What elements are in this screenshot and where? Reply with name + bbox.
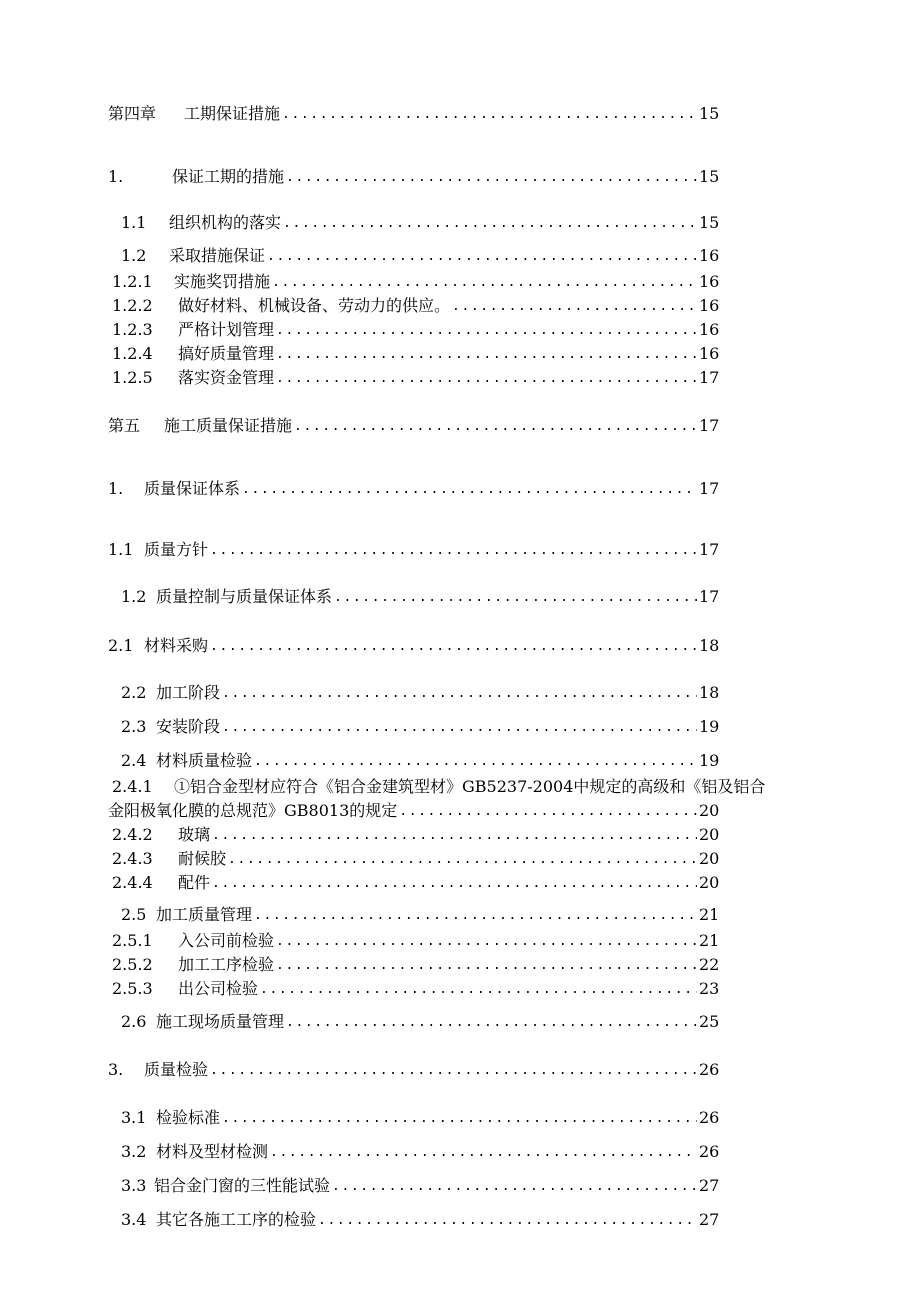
toc-page-number: 23	[699, 979, 720, 998]
toc-number: 2.4	[121, 751, 147, 770]
toc-leader-dots	[254, 752, 697, 772]
toc-number: 2.5	[121, 905, 147, 924]
toc-leader-dots	[222, 718, 697, 738]
toc-number: 3.2	[121, 1142, 147, 1161]
toc-leader-dots	[222, 1109, 697, 1129]
toc-number: 1.1	[108, 540, 134, 559]
toc-entry	[108, 319, 719, 341]
toc-title: 采取措施保证	[169, 246, 266, 265]
toc-entry	[108, 295, 719, 317]
toc-leader-dots	[210, 1061, 697, 1081]
toc-page-number: 16	[699, 344, 720, 363]
toc-title: 材料质量检验	[156, 751, 253, 770]
toc-entry	[108, 343, 719, 365]
toc-number: 1.	[108, 479, 124, 498]
toc-leader-dots	[212, 874, 697, 894]
toc-entry	[108, 1059, 719, 1081]
toc-entry	[108, 1209, 719, 1231]
toc-leader-dots	[267, 247, 697, 267]
toc-title: 施工质量保证措施	[164, 416, 293, 435]
toc-page-number: 25	[699, 1012, 720, 1031]
toc-entry	[108, 212, 719, 234]
toc-number: 1.2	[121, 246, 147, 265]
toc-leader-dots	[260, 980, 697, 1000]
toc-title: 加工工序检验	[178, 955, 275, 974]
toc-page-number: 19	[699, 717, 720, 736]
toc-leader-dots	[399, 802, 697, 822]
toc-title: 配件	[178, 873, 211, 892]
toc-title: 入公司前检验	[178, 931, 275, 950]
toc-title: 质量检验	[144, 1060, 209, 1079]
toc-entry	[108, 848, 719, 870]
toc-entry	[108, 824, 719, 846]
toc-title: 耐候胶	[178, 849, 227, 868]
toc-entry	[108, 954, 719, 976]
toc-entry	[108, 800, 719, 822]
toc-page-number: 17	[699, 587, 720, 606]
toc-page-number: 15	[699, 104, 720, 123]
toc-leader-dots	[276, 932, 697, 952]
toc-number: 2.4.2	[112, 825, 153, 844]
toc-title: 施工现场质量管理	[156, 1012, 285, 1031]
toc-entry	[108, 245, 719, 267]
toc-entry	[108, 682, 719, 704]
toc-number: 1.2.4	[112, 344, 153, 363]
toc-page-number: 16	[699, 296, 720, 315]
toc-entry	[108, 103, 719, 125]
toc-leader-dots	[210, 637, 697, 657]
toc-page-number: 16	[699, 320, 720, 339]
toc-title: 玻璃	[178, 825, 211, 844]
toc-entry	[108, 978, 719, 1000]
toc-leader-dots	[228, 850, 697, 870]
toc-number: 2.4.3	[112, 849, 153, 868]
toc-page-number: 18	[699, 636, 720, 655]
toc-number: 1.2.2	[112, 296, 153, 315]
toc-title: 质量控制与质量保证体系	[156, 587, 333, 606]
toc-leader-dots	[242, 480, 697, 500]
toc-number: 第五	[108, 416, 141, 435]
toc-page-number: 26	[699, 1060, 720, 1079]
toc-leader-dots	[286, 1013, 697, 1033]
toc-title: 严格计划管理	[178, 320, 275, 339]
toc-title: 落实资金管理	[178, 368, 275, 387]
toc-page-number: 21	[699, 905, 720, 924]
toc-page-number: 18	[699, 683, 720, 702]
toc-entry	[108, 478, 719, 500]
toc-number: 3.	[108, 1060, 124, 1079]
toc-page-number: 20	[699, 849, 720, 868]
toc-title: 做好材料、机械设备、劳动力的供应。	[178, 296, 451, 315]
toc-number: 1.2.5	[112, 368, 153, 387]
toc-page-number: 22	[699, 955, 720, 974]
toc-title: 实施奖罚措施	[174, 272, 271, 291]
toc-entry	[108, 904, 719, 926]
toc-page-number: 20	[699, 825, 720, 844]
toc-entry	[108, 716, 719, 738]
toc-entry	[108, 872, 719, 894]
toc-page-number: 26	[699, 1142, 720, 1161]
toc-leader-dots	[294, 417, 697, 437]
toc-page-number: 17	[699, 416, 720, 435]
toc-entry	[108, 1175, 719, 1197]
toc-entry-wrapped-line	[108, 776, 888, 798]
toc-title: 质量保证体系	[144, 479, 241, 498]
toc-leader-dots	[286, 168, 697, 188]
toc-leader-dots	[332, 1177, 697, 1197]
toc-page-number: 21	[699, 931, 720, 950]
toc-page-number: 17	[699, 540, 720, 559]
toc-page-number: 16	[699, 246, 720, 265]
toc-leader-dots	[452, 297, 697, 317]
toc-entry	[108, 166, 719, 188]
toc-number: 2.6	[121, 1012, 147, 1031]
toc-leader-dots	[210, 541, 697, 561]
toc-number: 2.5.3	[112, 979, 153, 998]
toc-leader-dots	[318, 1211, 697, 1231]
toc-title: 加工阶段	[156, 683, 221, 702]
toc-page-number: 15	[699, 213, 720, 232]
toc-number: 2.5.1	[112, 931, 153, 950]
toc-leader-dots	[334, 588, 697, 608]
toc-title: 组织机构的落实	[169, 213, 282, 232]
toc-leader-dots	[282, 105, 697, 125]
toc-leader-dots	[276, 956, 697, 976]
toc-number: 2.4.1	[112, 777, 153, 796]
toc-page-number: 15	[699, 167, 720, 186]
toc-page-number: 26	[699, 1108, 720, 1127]
toc-number: 2.2	[121, 683, 147, 702]
toc-leader-dots	[276, 369, 697, 389]
toc-number: 1.1	[121, 213, 147, 232]
toc-title: 出公司检验	[178, 979, 259, 998]
toc-title: 其它各施工工序的检验	[156, 1210, 317, 1229]
toc-number: 3.1	[121, 1108, 147, 1127]
toc-title: 安装阶段	[156, 717, 221, 736]
toc-page-number: 20	[699, 801, 720, 820]
toc-number: 1.2.1	[112, 272, 153, 291]
toc-number: 1.2	[121, 587, 147, 606]
toc-leader-dots	[222, 684, 697, 704]
toc-leader-dots	[272, 273, 697, 293]
toc-entry	[108, 415, 719, 437]
toc-number: 1.	[108, 167, 124, 186]
toc-page-number: 20	[699, 873, 720, 892]
toc-number: 2.5.2	[112, 955, 153, 974]
toc-entry	[108, 1011, 719, 1033]
toc-number: 2.4.4	[112, 873, 153, 892]
toc-number: 第四章	[108, 104, 157, 123]
toc-page-number: 16	[699, 272, 720, 291]
toc-title: 铝合金门窗的三性能试验	[154, 1176, 331, 1195]
toc-leader-dots	[270, 1143, 697, 1163]
toc-title: 加工质量管理	[156, 905, 253, 924]
toc-title: 材料采购	[144, 636, 209, 655]
toc-leader-dots	[283, 214, 697, 234]
toc-leader-dots	[254, 906, 697, 926]
toc-entry	[108, 750, 719, 772]
toc-page-number: 17	[699, 479, 720, 498]
toc-title: 工期保证措施	[184, 104, 281, 123]
toc-page-number: 17	[699, 368, 720, 387]
toc-entry	[108, 539, 719, 561]
toc-entry	[108, 1107, 719, 1129]
toc-entry	[108, 586, 719, 608]
toc-title: 检验标准	[156, 1108, 221, 1127]
toc-title: ①铝合金型材应符合《铝合金建筑型材》GB5237-2004中规定的高级和《铝及铝合	[174, 777, 766, 796]
toc-number: 3.4	[121, 1210, 147, 1229]
toc-number: 1.2.3	[112, 320, 153, 339]
toc-title-continued: 金阳极氧化膜的总规范》GB8013的规定	[108, 801, 398, 820]
toc-title: 材料及型材检测	[156, 1142, 269, 1161]
toc-page-number: 27	[699, 1176, 720, 1195]
toc-leader-dots	[276, 345, 697, 365]
toc-title: 质量方针	[144, 540, 209, 559]
toc-entry	[108, 1141, 719, 1163]
toc-number: 3.3	[121, 1176, 147, 1195]
toc-page-number: 19	[699, 751, 720, 770]
toc-number: 2.3	[121, 717, 147, 736]
toc-entry	[108, 367, 719, 389]
toc-entry	[108, 635, 719, 657]
toc-number: 2.1	[108, 636, 134, 655]
toc-page-number: 27	[699, 1210, 720, 1229]
toc-entry	[108, 271, 719, 293]
toc-title: 搞好质量管理	[178, 344, 275, 363]
toc-leader-dots	[212, 826, 697, 846]
toc-entry	[108, 930, 719, 952]
toc-title: 保证工期的措施	[172, 167, 285, 186]
toc-leader-dots	[276, 321, 697, 341]
